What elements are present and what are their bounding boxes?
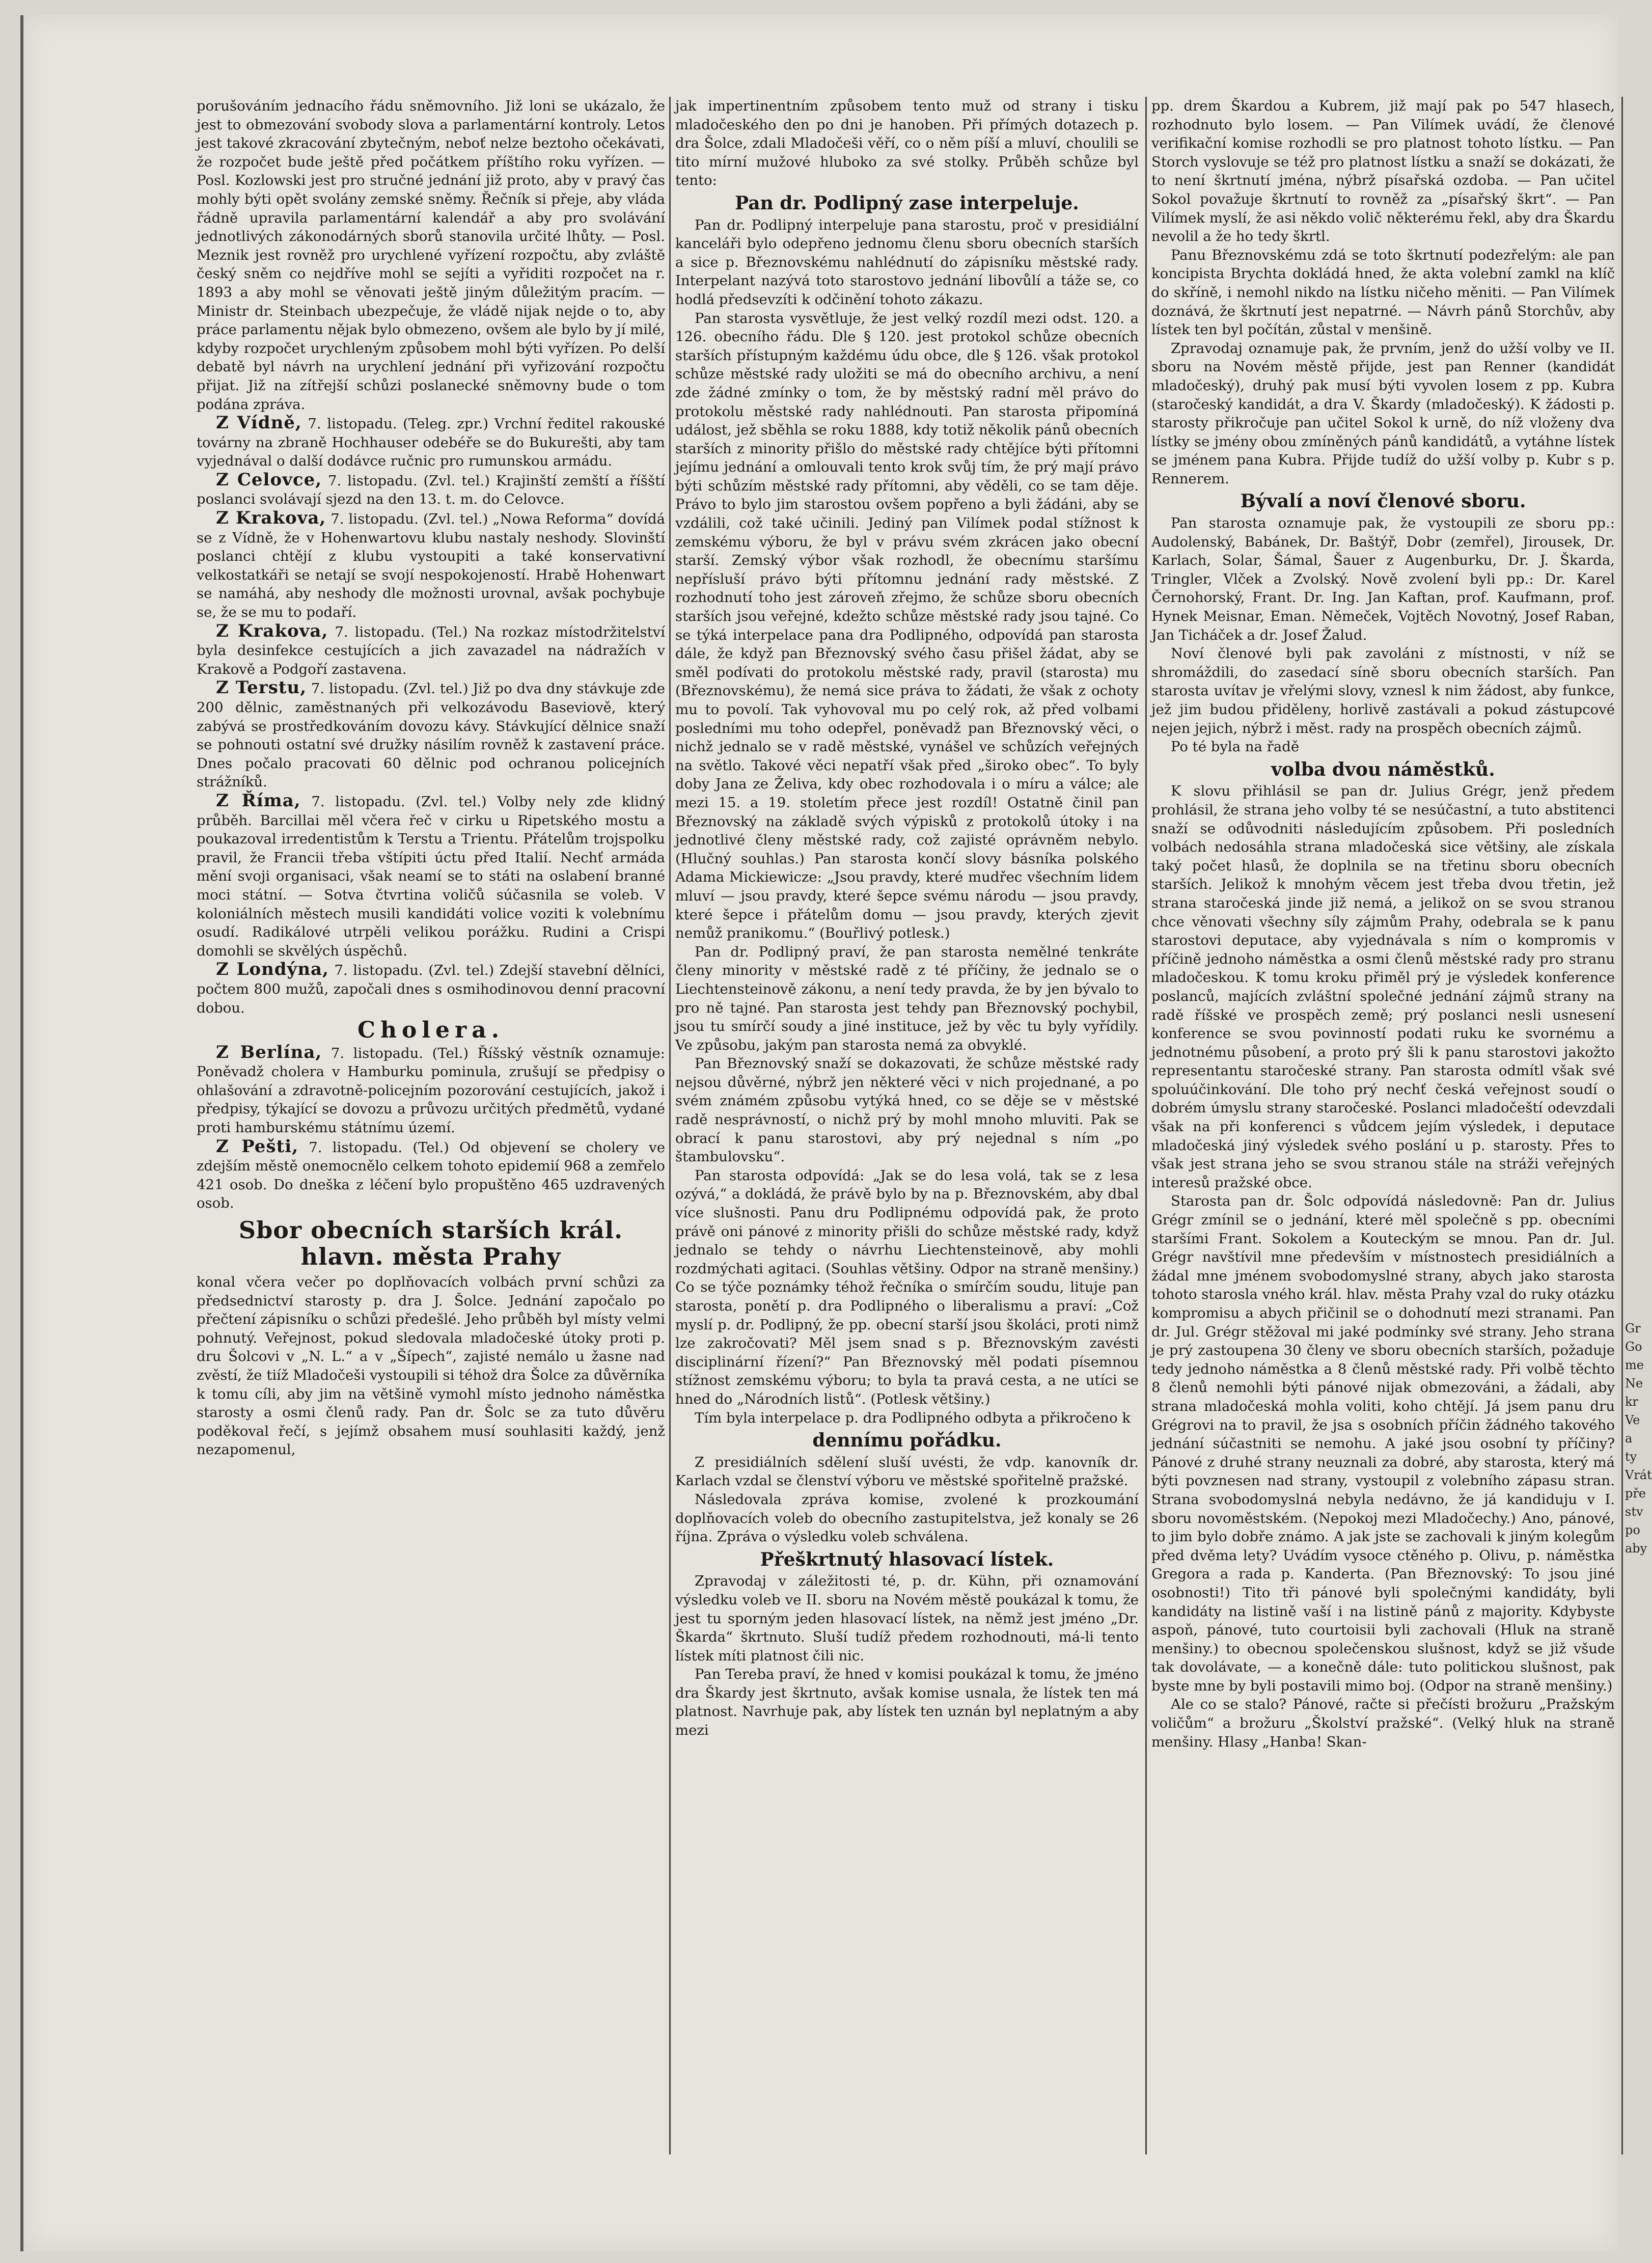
article-text: Pan Březnovský snaží se dokazovati, že schůze městské rady nejsou důvěrné, nýbrž jen některé věci v nich projednané, a po svém známém způsobu vytýká hned, co se děje se v městské radě nesprávností, o nichž prý by mohl mnoho mluviti. Pak se obrací k panu starostovi, aby prý nejednal s ním „po štambulovsku“.: [675, 1055, 1139, 1165]
dateline: Z Londýna,: [216, 959, 329, 980]
dateline: Z Pešti,: [216, 1136, 299, 1157]
news-item: [197, 471, 665, 509]
section-heading: Cholera.: [357, 1017, 505, 1044]
article-text: Pan starosta oznamuje pak, že vystoupili ze sboru pp.: Audolenský, Babánek, Dr. Baštýř, Dobr (zemřel), Jirousek, Dr. Karlach, Solar, Šámal, Šauer z Augenburku, Dr. J. Škarda, Tringler, Vlček a Zvolský. Nově zvolení byli pp.: Dr. Karel Černohorský, Frant. Dr. Ing. Jan Kaftan, prof. Kaufmann, prof. Hynek Meisnar, Eman. Němeček, Vojtěch Novotný, Josef Raban, Jan Ticháček a dr. Josef Žalud.: [1151, 515, 1615, 643]
strip-text: Ne: [1625, 1376, 1643, 1390]
strip-text: stv: [1625, 1505, 1643, 1519]
news-text: 7. listopadu. (Zvl. tel.) „Nowa Reforma“ dovídá se z Vídně, že v Hohenwartovu klubu nastaly neshody. Slovinští poslanci chtějí z klubu vystoupiti a také konservativní velkostatkáři se netají se svojí nespokojeností. Hrabě Hohenwart se namáhá, aby neshody dle možnosti urovnal, avšak pochybuje se, že se mu to podaří.: [197, 511, 665, 621]
article-text: porušováním jednacího řádu sněmovního. Již loni se ukázalo, že jest to obmezování svobody slova a parlamentární kontroly. Letos jest takové zkracování zbytečným, neboť nelze beztoho očekávati, že rozpočet bude ještě před počátkem příštího roku vyřízen. — Posl. Kozlowski jest pro stručné jednání již proto, aby v pravý čas mohly býti opět svolány zemské sněmy. Řečník si přeje, aby vláda řádně upravila parlamentární kalendář a aby pro svolávání jednotlivých zákonodárných sborů stanovila určité lhůty. — Posl. Meznik jest rovněž pro urychlené vyřízení rozpočtu, aby zvláště český sněm co nejdříve mohl se sejíti a vyřiditi rozpočet na r. 1893 a aby mohl se věnovati ještě jiným důležitým pracím. — Ministr dr. Steinbach ubezpečuje, že vládě nijak nejde o to, aby práce parlamentu nějak bylo obmezeno, ovšem ale bylo by jí milé, kdyby rozpočet urychleným způsobem mohl býti vyřízen. Po delší debatě byl návrh na urychlení jednání při vyřizování rozpočtu přijat. Již na zítřejší schůzi poslanecké sněmovny bude o tom podána zpráva.: [197, 98, 665, 413]
article-text: Zpravodaj oznamuje pak, že prvním, jenž do užší volby ve II. sboru na Novém městě přijde, jest pan Renner (kandidát mladočeský), druhý pak musí býti vyvolen losem z pp. Kubra (staročeský kandidát, a dra V. Škardy (mladočeský). K žádosti p. starosty přikročuje pan učitel Sokol k urně, do níž vloženy dva lístky se jmény obou zmíněných pánů kandidátů, a vytáhne lístek se jménem pana Kubra. Přijde tudíž do užší volby p. Kubr s p. Rennerem.: [1151, 340, 1615, 487]
strip-text: po: [1625, 1523, 1640, 1537]
article-text: konal včera večer po doplňovacích volbách první schůzi za předsednictví starosty p. dra J. Šolce. Jednání započalo po přečtení zápisníku o schůzi předešlé. Jeho průběh byl místy velmi pohnutý. Veřejnost, pokud sledovala mladočeské útoky proti p. dru Šolcovi v „N. L.“ a v „Šípech“, zajisté nemálo u žasne nad zvěstí, že tiíž Mladočeši vystoupili si téhož dra Šolce za důvěrníka k tomu cíli, aby jim na většině vymohl místo jednoho náměstka starosty a osmi členů rady. Pan dr. Šolc se za tuto důvěru poděkoval řečí, s jejímž obsahem musí souhlasiti každý, jenž nezapomenul,: [197, 1274, 665, 1458]
article-text: pp. drem Škardou a Kubrem, již mají pak po 547 hlasech, rozhodnuto bylo losem. — Pan Vilímek uvádí, že členové verifikační komise rozhodli se pro platnost tohoto lístku. — Pan Storch vyslovuje se též pro platnost lístku a snaží se dokázati, že to není škrtnutí jména, nýbrž písařská ozdoba. — Pan učitel Sokol považuje škrtnutí to rovněž za „písařský škrt“. — Pan Vilímek myslí, že asi někdo volič některému řekl, aby dra Škardu nevolil a že ho tedy škrtl.: [1151, 98, 1615, 245]
news-item: [197, 509, 665, 622]
news-text: 7. listopadu. (Zvl. tel.) Volby nely zde klidný průběh. Barcillai měl včera řeč v cirku u Ripetského mostu a poukazoval irredentistům k Terstu a Trientu. Přátelům trojspolku pravil, že Francii třeba vštípiti úctu před Italií. Nechť armáda mění svoji organisaci, však neamí se to státi na oslabení branné moci státní. — Sotva čtvrtina voličů súčasnila se voleb. V koloniálních městech musili kandidáti volice voziti k volebnímu osudí. Radikálové utrpěli velikou porážku. Rudini a Crispi domohli se skvělých úspěchů.: [197, 793, 665, 959]
news-item: [197, 792, 665, 960]
news-item: [197, 960, 665, 1017]
article-text: Panu Březnovskému zdá se toto škrtnutí podezřelým: ale pan koncipista Brychta dokládá hned, že akta volební zamkl na klíč do skříně, i nemohl nikdo na lístku ničeho měniti. — Pan Vilímek doznává, že škrtnutí jest nepatrné. — Návrh pánů Storchův, aby lístek ten byl počítán, zůstal v menšině.: [1151, 247, 1615, 338]
article-text: jak impertinentním způsobem tento muž od strany i tisku mladočeského den po dni je hanoben. Při přímých dotazech p. dra Šolce, zdali Mladočeši věří, co o něm píší a mluví, choulili se tito mírní mužové hluboko za své stolky. Průběh schůze byl tento:: [675, 98, 1139, 189]
adjacent-page-strip: [1625, 1319, 1650, 2216]
news-text: 7. listopadu. (Teleg. zpr.) Vrchní ředitel rakouské továrny na zbraně Hochhauser odebéře se do Bukurešti, aby tam vyjednával o další dodávce ručnic pro rumunskou armádu.: [197, 416, 665, 470]
article-text: Pan starosta vysvětluje, že jest velký rozdíl mezi odst. 120. a 126. obecního řádu. Dle § 120. jest protokol schůze obecních starších přístupným každému údu obce, dle § 126. však protokol schůze městské rady uložiti se má do obecního archivu, a není zde žádné zmínky o tom, že by městský radní měl právo do protokolu městské rady nahlédnouti. Pan starosta připomíná událost, jež sběhla se roku 1888, kdy totiž několik pánů obecních starších z minority přišlo do městské rady chtějíce býti přítomni jejímu jednání a omlouvali tento krok svůj tím, že prý mají právo býti schůzím městské rady přítomni, aby věděli, co se tam děje. Právo to bylo jim starostou ovšem popřeno a byli žádáni, aby se vzdálili, což také učinili. Jediný pan Vilímek podal stížnost k zemskému výboru, že byl v právu svém zkrácen jako obecní starší. Zemský výbor však rozhodl, že obecnímu staršímu nepřísluší právo býti přítomnu jednání rady městské. Z rozhodnutí toho jest zároveň zřejmo, že schůze sboru obecních starších jsou veřejné, kdežto schůze městské rady jsou tajné. Co se týká interpelace pana dra Podlipného, odpovídá pan starosta dále, že když pan Březnovský svého času přišel žádat, aby se směl podívati do protokolu městské rady, pravil (starosta) mu (Březnovskému), že nemá sice práva to žádati, že však z ochoty mu to povolí. Tak vyhovoval mu po celý rok, až před volbami posledními mu toho odepřel, poněvadž pan Březnovský věci, o nichž jednalo se v radě městské, vynášel ve schůzích veřejných na světlo. Takové věci nepatří však před „široko obec“. To byly doby Jana ze Želiva, kdy obec rozhodovala i o míru a válce; ale mezi 15. a 19. stoletím přece jest rozdíl! Ostatně činil pan Březnovský na základě svých výpisků z protokolů útoky i na jednotlivé členy městské rady, což zajisté oprávněm nebylo. (Hlučný souhlas.) Pan starosta končí slovy básníka polského Adama Mickiewicze: „Jsou pravdy, které mudřec všechním lidem mluví — jsou pravdy, které šepce svému národu — jsou pravdy, které šepce i přátelům domu — jsou pravdy, kterých zjevit nemůž pranikomu.“ (Bouřlivý potlesk.): [675, 310, 1139, 942]
strip-text: kr: [1625, 1395, 1639, 1409]
news-item: [197, 622, 665, 679]
column-divider: [669, 97, 671, 2155]
news-item: [197, 1043, 665, 1137]
strip-text: Gr: [1625, 1321, 1641, 1335]
dateline: Z Berlína,: [216, 1042, 322, 1062]
dateline: Z Celovce,: [216, 469, 322, 490]
article-text: Pan Tereba praví, že hned v komisi poukázal k tomu, že jméno dra Škardy jest škrtnuto, avšak komise usnala, že lístek ten má platnost. Navrhuje pak, aby lístek ten uznán byl neplatným a aby mezi: [675, 1666, 1139, 1739]
article-text: Zpravodaj v záležitosti té, p. dr. Kühn, při oznamování výsledku voleb ve II. sboru na Novém městě poukázal k tomu, že jest tu sporným jeden hlasovací lístek, na němž jest jméno „Dr. Škarda“ škrtnuto. Sluší tudíž předem rozhodnouti, má-li tento lístek míti platnost čili nic.: [675, 1573, 1139, 1664]
news-item: [197, 414, 665, 471]
dateline: Z Vídně,: [216, 413, 302, 433]
section-heading: dennímu pořádku.: [812, 1430, 1002, 1452]
dateline: Z Říma,: [216, 790, 301, 811]
strip-text: aby: [1625, 1541, 1647, 1556]
strip-text: a: [1625, 1431, 1633, 1446]
newspaper-page: [20, 15, 1652, 2251]
strip-text: Vrát: [1625, 1468, 1652, 1482]
column-1: [197, 97, 665, 2155]
strip-text: Ve: [1625, 1413, 1640, 1427]
article-text: K slovu přihlásil se pan dr. Julius Grégr, jenž předem prohlásil, že strana jeho volby té se nesúčastní, a tuto abstitenci snaží se odůvodniti následujícím způsobem. Při posledních volbách nedosáhla strana mladočeská sice většiny, ale získala taký počet hlasů, že doplnila se na třetinu sboru obecních starších. Jelikož k mnohým věcem jest třeba dvou třetin, jež strana staročeská jinde již nemá, a jelikož on se svou stranou chce věnovati všechny síly zájmům Prahy, odebrala se k panu starostovi deputace, aby vyjednávala s ním o kompromis v příčině jednoho náměstka a osmi členů městské rady pro stranu mladočeskou. K tomu kroku přiměl prý je výsledek konference poslanců, majících zvláštní společné jednání zájmů strany na radě říšské ve prospěch země; prý poslanci nesli usnesení konference se svou povinností podati ruku ke svornému a jednotnému působení, a proto prý šli k panu starostovi jakožto representantu staročeské strany. Pan starosta odmítl však své spoluúčinkování. Dle toho prý nechť česká veřejnost soudí o dobrém úmyslu strany staročeské. Poslanci mladočeští odevzdali však na při konferenci s vůdcem jejím výsledek, i deputace mladočeská jiný výsledek svého poslání u p. starosty. Přes to však jest strana jeho se svou stranou stále na stráži veřejných interesů pražské obce.: [1151, 783, 1615, 1191]
column-2: [675, 97, 1139, 2155]
section-heading: Přeškrtnutý hlasovací lístek.: [760, 1548, 1054, 1570]
article-text: Starosta pan dr. Šolc odpovídá následovně: Pan dr. Julius Grégr zmínil se o jednání, které měl společně s pp. obecními staršími Frant. Sokolem a Kouteckým se mnou. Pan dr. Jul. Grégr navštívil mne především v místnostech presidiálních a žádal mne jménem svobodomyslné strany, abych jako starosta tohoto starosla vného král. hlav. města Prahy vzal do ruky otázku kompromisu a abych přičinil se o dohodnutí mezi stranami. Pan dr. Jul. Grégr stěžoval mi jaké podmínky své strany. Jeho strana je prý zastoupena 30 členy ve sboru obecních starších, požaduje tedy jednoho náměstka a 8 členů městské rady. Při volbě těchto 8 členů nemohli býti pánové nijak obmezováni, a žádali, aby strana mladočeská mohla voliti, koho chtějí. Já jsem panu dru Grégrovi na to pravil, že jsa s osobních příčin žádného takového jednání súčastniti se nemohu. A jaké jsou osobní ty příčiny? Pánové z druhé strany neuznali za dobré, aby starosta, který má býti povznesen nad strany, vystoupil z volebního zápasu stran. Strana svobodomyslná nebyla nedávno, že já kandiduju v I. sboru novoměstském. (Nepokoj mezi Mladočechy.) Ano, pánové, to jim bylo dobře známo. A jak jste se zachovali k jiným kolegům před dvěma lety? Uvádím vysoce ctěného p. Olivu, p. náměstka Gregora a rada p. Kanderta. (Pan Březnovský: To jsou jiné osobnosti!) Tito tři pánové byli společnými kandidáty, byli kandidáty na listině vaší i na listině pánů z majority. Kdybyste aspoň, pánové, tuto courtoisii byli zachovali (Hluk na straně menšiny.) to obecnou společenskou slušnost, když se již všude tak dovolávate, — a konečně dále: tuto politickou slušnost, pak byste mne by byli postavili mimo boj. (Odpor na straně menšiny.): [1151, 1193, 1615, 1694]
dateline: Z Krakova,: [216, 508, 326, 529]
column-3: [1151, 97, 1615, 2155]
column-divider: [1621, 97, 1623, 2155]
dateline: Z Terstu,: [216, 677, 307, 698]
article-text: Pan dr. Podlipný interpeluje pana starostu, proč v presidiální kanceláři bylo odepřeno jednomu členu sboru obecních starších a sice p. Březnovskému nahlédnutí do zápisníku městské rady. Interpelant nazývá toto starostovo jednání libovůlí a táže se, co hodlá předsevzíti k odčinění tohoto zákazu.: [675, 216, 1139, 308]
news-text: 7. listopadu. (Zvl. tel.) Již po dva dny stávkuje zde 200 dělnic, zaměstnaných při velkozávodu Baseviově, který zabývá se prostředkováním dovozu kávy. Stávkující dělnice snaží se pohnouti ostatní své družky násilím rovněž k zastavení práce. Dnes počalo pracovati 60 dělnic pod ochranou policejních strážníků.: [197, 680, 665, 790]
news-text: 7. listopadu. (Tel.) Na rozkaz místodržitelství byla desinfekce cestujících a jich zavazadel na nádražích v Krakově a Podgoří zastavena.: [197, 623, 665, 677]
section-heading: Bývalí a noví členové sboru.: [1240, 490, 1526, 512]
article-text: Tím byla interpelace p. dra Podlipného odbyta a přikročeno k: [695, 1409, 1131, 1426]
dateline: Z Krakova,: [216, 620, 328, 641]
news-item: [197, 1137, 665, 1213]
article-text: Po té byla na řadě: [1171, 739, 1300, 755]
news-text: 7. listopadu. (Zvl. tel.) Zdejší stavební dělníci, počtem 800 mužů, započali dnes s osmihodinovou denní pracovní dobou.: [197, 962, 666, 1016]
article-text: Následovala zpráva komise, zvolené k prozkoumání doplňovacích voleb do obecního zastupitelstva, jež konaly se 26 října. Zpráva o výsledku voleb schválena.: [675, 1491, 1139, 1545]
section-heading: Pan dr. Podlipný zase interpeluje.: [735, 192, 1079, 214]
strip-text: ty: [1625, 1450, 1637, 1464]
article-text: Noví členové byli pak zavoláni z místnosti, v níž se shromáždili, do zasedací síně sboru obecních starších. Pan starosta uvítav je vřelými slovy, vznesl k nim žádost, aby funkce, jež jim budou přiděleny, horlivě zastávali a pokud zástupcové nejen jejich, nýbrž i měst. rady na prospěch obecních zájmů.: [1151, 645, 1615, 737]
section-heading: volba dvou náměstků.: [1271, 758, 1495, 780]
news-text: 7. listopadu. (Tel.) Říšský věstník oznamuje: Poněvadž cholera v Hamburku pominula, zrušují se předpisy o ohlašování a zdravotně-policejním pozorování cestujících, jakož i předpisy, týkající se dovozu a průvozu určitých předmětů, vydané proti hamburskému státnímu území.: [197, 1045, 666, 1136]
article-text: Pan starosta odpovídá: „Jak se do lesa volá, tak se z lesa ozývá,“ a dokládá, že právě bylo by na p. Březnovském, aby dbal více slušnosti. Panu dru Podlipnému odpovídá pak, že proto právě oni pánové z minority přišli do schůze městské rady, když jednalo se tehdy o návrhu Liechtensteinově, aby mohli rozdmýchati agitaci. (Souhlas většiny. Odpor na straně menšiny.) Co se týče poznámky téhož řečníka o smírčím soudu, lituje pan starosta, ponětí p. dra Podlipného o liberalismu a praví: „Což myslí p. dr. Podlipný, že pp. obecní starší jsou školáci, proti nimž lze zakročovati? Měl jsem snad s p. Březnovským zavésti disciplinární řízení?“ Pan Březnovský měl podati písemnou stížnost zemskému výboru; to byla ta pravá cesta, a ne utíci se hned do „Národních listů“. (Potlesk většiny.): [675, 1167, 1139, 1407]
news-text: 7. listopadu. (Zvl. tel.) Krajinští zemští a říšští poslanci svolávají sjezd na den 13. t. m. do Celovce.: [197, 472, 665, 508]
article-text: Ale co se stalo? Pánové, račte si přečísti brožuru „Pražským voličům“ a brožuru „Školství pražské“. (Velký hluk na straně menšiny. Hlasy „Hanba! Skan-: [1151, 1696, 1615, 1750]
column-divider: [1145, 97, 1147, 2155]
article-text: Z presidiálních sdělení sluší uvésti, že vdp. kanovník dr. Karlach vzdal se členství výboru ve městské spořitelně pražské.: [675, 1454, 1139, 1489]
section-heading: Sbor obecních starších král. hlavn. města Prahy: [238, 1216, 623, 1271]
news-item: [197, 678, 665, 792]
strip-text: me: [1625, 1358, 1644, 1372]
article-text: Pan dr. Podlipný praví, že pan starosta nemělné tenkráte členy minority v městské radě z té příčiny, že jednalo se o Liechtensteinově zákonu, a není tedy pravda, že by jen bývalo to pro ně tajné. Pan starosta jest tehdy pan Březnovský pochybil, jsou tu smírčí soudy a jiné instituce, jež by věc tu byly vyřídily. Ve způsobu, jakým pan starosta nemá za obvyklé.: [675, 943, 1139, 1053]
news-text: 7. listopadu. (Tel.) Od objevení se cholery ve zdejším městě onemocnělo celkem tohoto epidemií 968 a zemřelo 421 osob. Do dneška z léčení bylo propuštěno 465 uzdravených osob.: [197, 1139, 665, 1212]
strip-text: Go: [1625, 1340, 1642, 1354]
strip-text: pře: [1625, 1486, 1646, 1501]
